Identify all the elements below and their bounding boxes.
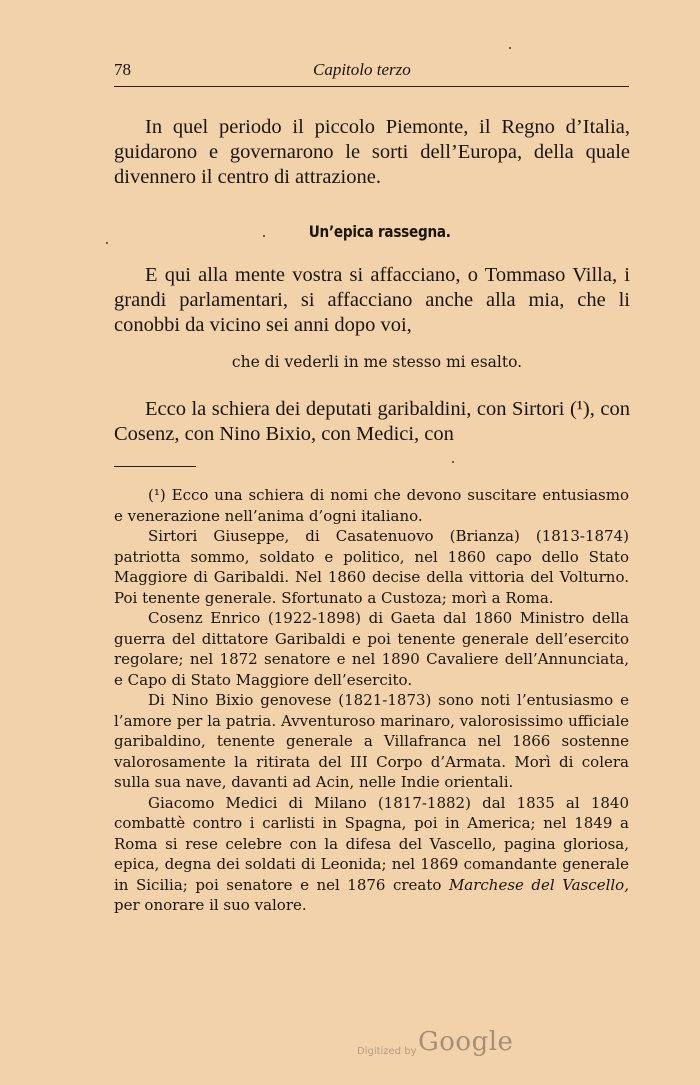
- print-speck: [263, 235, 265, 237]
- footnote-medici: [114, 793, 629, 916]
- print-speck: [509, 47, 511, 49]
- page-number: 78: [114, 60, 131, 79]
- body-paragraph-3: Ecco la schiera dei deputati garibaldini, con Sirtori (¹), con Cosenz, con Nino Bixio, con Medici, con: [114, 398, 630, 445]
- footnote-cosenz: Cosenz Enrico (1922-1898) di Gaeta dal 1860 Ministro della guerra del dittatore Garibaldi e poi tenente generale dell’esercito regolare; nel 1872 senatore e nel 1890 Cavaliere dell’Annunciata, e Capo di Stato Maggiore dell’esercito.: [114, 609, 629, 689]
- digitized-by-label: Digitized by: [357, 1046, 417, 1057]
- footnote-medici-title: Marchese del Vascello,: [448, 875, 629, 894]
- header-divider: [114, 86, 629, 87]
- print-speck: [452, 461, 454, 463]
- footnote-bixio: Di Nino Bixio genovese (1821-1873) sono noti l’entusiasmo e l’amore per la patria. Avventuroso marinaro, valorosissimo ufficiale garibaldino, tenente generale a Villafranca nel 1866 sostenne valorosamente la ritirata del III Corpo d’Armata. Morì di colera sulla sua nave, davanti ad Acin, nelle Indie orientali.: [114, 691, 629, 791]
- google-watermark: Google: [418, 1027, 514, 1057]
- footnote-divider: [114, 466, 196, 467]
- body-paragraph-2: E qui alla mente vostra si affacciano, o Tommaso Villa, i grandi parlamentari, si affacciano anche alla mia, che li conobbi da vicino sei anni dopo voi,: [114, 264, 630, 336]
- print-speck: [106, 242, 108, 244]
- footnote-intro: (¹) Ecco una schiera di nomi che devono suscitare entusiasmo e venerazione nell’anima d’ogni italiano.: [114, 486, 629, 525]
- body-paragraph-1: In quel periodo il piccolo Piemonte, il Regno d’Italia, guidarono e governarono le sorti dell’Europa, della quale divennero il centro di attrazione.: [114, 116, 630, 188]
- section-heading: Un’epica rassegna.: [308, 222, 451, 241]
- chapter-title: Capitolo terzo: [313, 60, 411, 79]
- footnote-medici-end: per onorare il suo valore.: [114, 896, 307, 914]
- footnote-medici-main: Giacomo Medici di Milano (1817-1882) dal 1835 al 1840 combattè contro i carlisti in Spagna, poi in America; nel 1849 a Roma si rese celebre con la difesa del Vascello, pagina gloriosa, epica, degna dei soldati di Leonida; nel 1869 comandante generale in Sicilia; poi senatore e nel 1876 creato: [114, 793, 629, 894]
- footnote-sirtori: Sirtori Giuseppe, di Casatenuovo (Brianza) (1813-1874) patriotta sommo, soldato e politico, nel 1860 capo dello Stato Maggiore di Garibaldi. Nel 1860 decise della vittoria del Volturno. Poi tenente generale. Sfortunato a Custoza; morì a Roma.: [114, 527, 629, 607]
- verse-quote: che di vederli in me stesso mi esalto.: [231, 353, 523, 371]
- footnotes: [114, 485, 629, 916]
